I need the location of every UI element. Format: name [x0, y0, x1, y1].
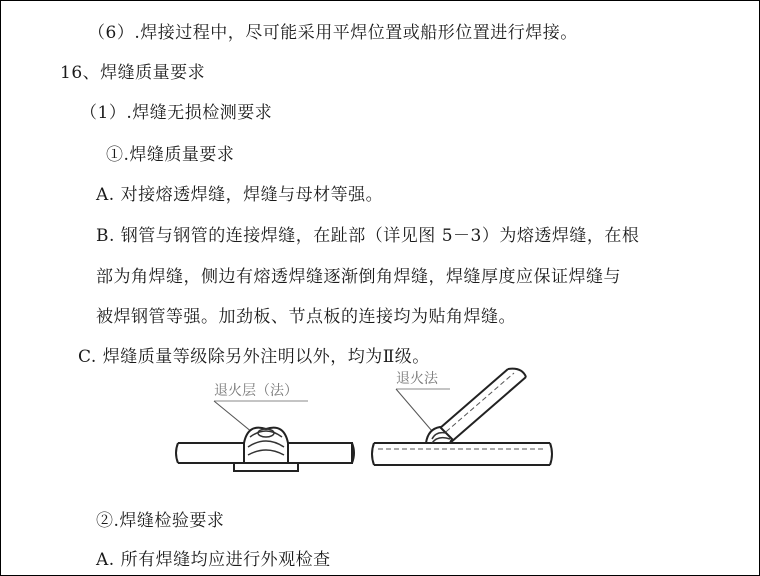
- text-line-b1: B. 钢管与钢管的连接焊缝，在趾部（详见图 5－3）为熔透焊缝，在根: [96, 226, 640, 246]
- weld-diagram: [170, 365, 560, 480]
- text-line-1: （6）.焊接过程中，尽可能采用平焊位置或船形位置进行焊接。: [88, 23, 578, 43]
- right-figure-label: 退火法: [396, 371, 438, 387]
- text-line-c: C. 焊缝质量等级除另外注明以外，均为Ⅱ级。: [78, 347, 430, 367]
- section-heading-16: 16、焊缝质量要求: [60, 63, 206, 83]
- text-line-b2: 部为角焊缝，侧边有熔透焊缝逐渐倒角焊缝，焊缝厚度应保证焊缝与: [96, 267, 621, 287]
- left-figure-label: 退火层（法）: [214, 383, 298, 399]
- item-heading-weld-quality: ①.焊缝质量要求: [106, 145, 235, 165]
- text-line-inspection-a: A. 所有焊缝均应进行外观检查: [96, 550, 331, 570]
- butt-weld-figure: [176, 382, 354, 471]
- subsection-heading-1: （1）.焊缝无损检测要求: [80, 103, 273, 123]
- item-heading-weld-inspection: ②.焊缝检验要求: [96, 511, 225, 531]
- text-line-a: A. 对接熔透焊缝，焊缝与母材等强。: [96, 185, 384, 205]
- text-line-b3: 被焊钢管等强。加劲板、节点板的连接均为贴角焊缝。: [96, 307, 516, 327]
- tube-joint-figure: [372, 369, 552, 465]
